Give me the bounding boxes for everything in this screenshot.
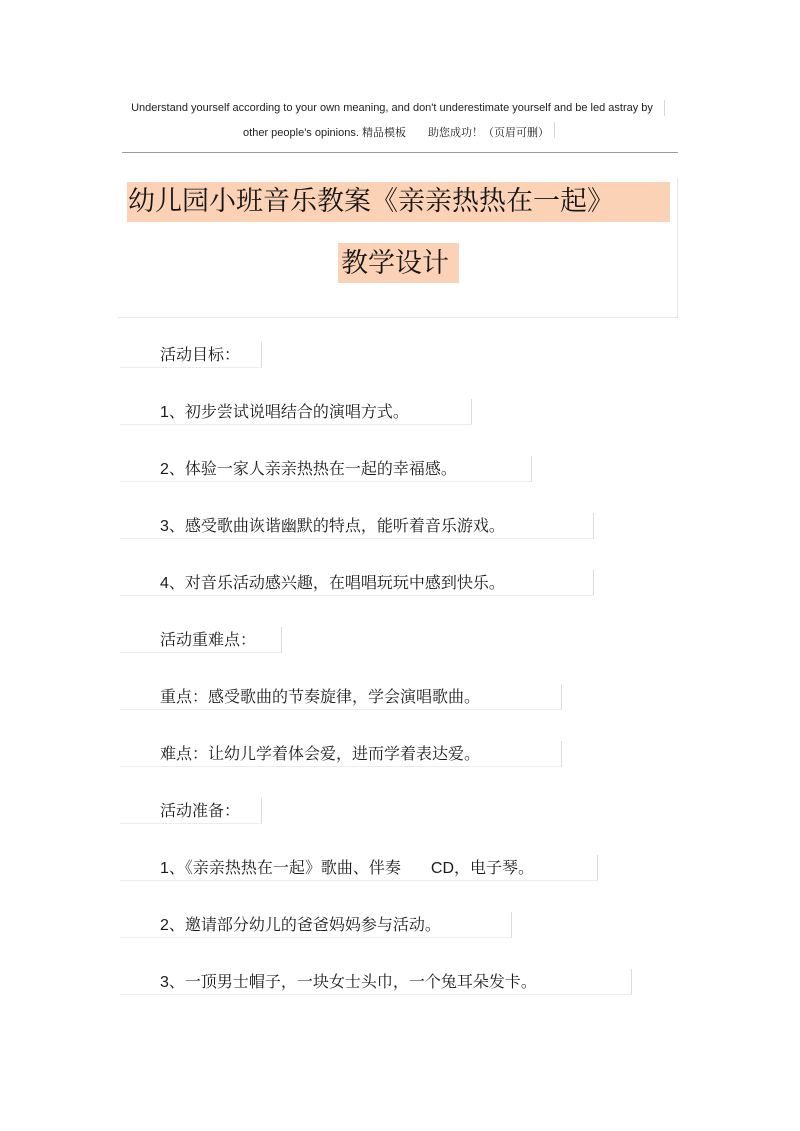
- header-rule: [122, 152, 678, 153]
- list-item-text: 、邀请部分幼儿的爸爸妈妈参与活动。: [168, 915, 441, 934]
- section-heading-key-points: 活动重难点：: [160, 630, 257, 649]
- header-en-text: other people's opinions.: [243, 127, 359, 139]
- list-number: 1: [160, 404, 169, 421]
- list-item-text: 、一顶男士帽子，一块女士头巾，一个兔耳朵发卡。: [168, 972, 537, 991]
- document-title: 幼儿园小班音乐教案《亲亲热热在一起》: [128, 186, 614, 217]
- goal-item-1: [160, 401, 409, 424]
- key-point-focus: 重点：感受歌曲的节奏旋律，学会演唱歌曲。: [160, 687, 481, 706]
- list-item-text: 、对音乐活动感兴趣，在唱唱玩玩中感到快乐。: [168, 573, 505, 592]
- header-text-line-2: [240, 124, 552, 140]
- list-number: 3: [160, 518, 169, 535]
- prep-item-1: [160, 857, 534, 880]
- list-number: 3: [160, 974, 169, 991]
- list-item-text: 、体验一家人亲亲热热在一起的幸福感。: [168, 459, 457, 478]
- section-heading-goals: 活动目标：: [160, 345, 241, 364]
- prep-item-3: [160, 971, 537, 994]
- list-number: 1: [160, 860, 169, 877]
- cd-label: CD: [430, 860, 455, 877]
- list-number: 2: [160, 461, 169, 478]
- section-heading-preparation: 活动准备：: [160, 801, 241, 820]
- document-subtitle: 教学设计: [341, 248, 449, 279]
- list-number: 4: [160, 575, 169, 592]
- list-item-tail: ，电子琴。: [454, 858, 535, 877]
- header-divider-tick: [664, 100, 665, 116]
- list-item-text: 、初步尝试说唱结合的演唱方式。: [168, 402, 409, 421]
- goal-item-4: [160, 572, 505, 595]
- header-cn-template: 精品模板: [361, 127, 406, 139]
- key-point-difficulty: 难点：让幼儿学着体会爱，进而学着表达爱。: [160, 744, 481, 763]
- list-item-text: 、感受歌曲诙谐幽默的特点，能听着音乐游戏。: [168, 516, 505, 535]
- header-wish-text: 助您成功！（页眉可删）: [427, 127, 549, 139]
- header-text-line-1: Understand yourself according to your own meaning, and don't underestimate yourself and be led astray by: [131, 102, 653, 114]
- goal-item-3: [160, 515, 505, 538]
- list-number: 2: [160, 917, 169, 934]
- list-item-text: 、《亲亲热热在一起》歌曲、伴奏: [168, 858, 401, 877]
- goal-item-2: [160, 458, 457, 481]
- prep-item-2: [160, 914, 441, 937]
- header-divider-tick: [554, 122, 555, 138]
